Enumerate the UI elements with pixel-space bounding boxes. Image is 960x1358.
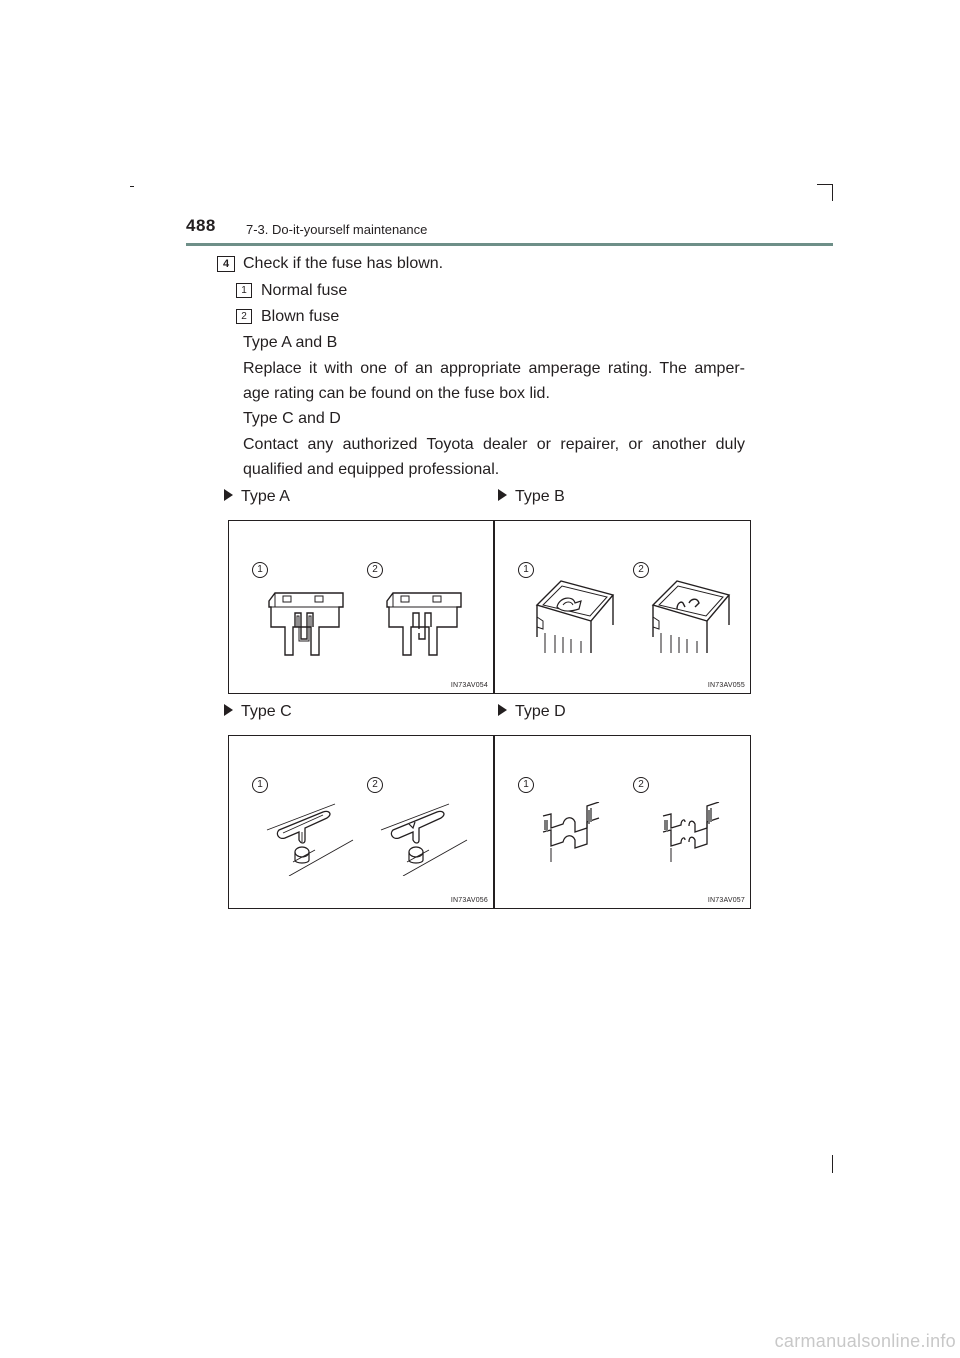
figure-type-c — [228, 735, 494, 909]
type-cd-text: Contact any authorized Toyota dealer or repairer, or another duly qualified and equipped professional. — [243, 436, 745, 478]
arrow-right-icon — [224, 489, 233, 501]
section-title: 7-3. Do-it-yourself maintenance — [246, 222, 428, 237]
marker-blown-icon: 2 — [367, 562, 383, 578]
crop-mark-top-left — [130, 186, 134, 187]
cartridge-fuse-blown-icon — [649, 577, 733, 653]
type-ab-text: Replace it with one of an appropriate amperage rating. The amper- age rating can be found on the fuse box lid. — [243, 360, 745, 402]
cartridge-fuse-normal-icon — [533, 577, 617, 653]
figure-code: IN73AV055 — [707, 682, 745, 689]
page-number: 488 — [186, 216, 216, 235]
figure-type-b — [494, 520, 751, 694]
strip-fuse-normal-icon — [265, 800, 355, 876]
figure-type-a — [228, 520, 494, 694]
figure-type-d — [494, 735, 751, 909]
arrow-right-icon — [498, 704, 507, 716]
marker-blown-icon: 2 — [633, 777, 649, 793]
item-label-blown-fuse: Blown fuse — [261, 308, 340, 325]
figure-code: IN73AV056 — [450, 897, 488, 904]
crop-mark-top-right-h — [817, 184, 833, 185]
arrow-right-icon — [224, 704, 233, 716]
arrow-right-icon — [498, 489, 507, 501]
marker-blown-icon: 2 — [633, 562, 649, 578]
bolt-fuse-blown-icon — [659, 802, 729, 862]
marker-blown-icon: 2 — [367, 777, 383, 793]
crop-mark-bottom-right-v — [832, 1155, 833, 1173]
blade-fuse-normal-icon — [263, 589, 347, 661]
type-d-label — [498, 703, 566, 721]
type-b-text: Type B — [515, 488, 565, 505]
step-text: Check if the fuse has blown. — [243, 255, 444, 272]
marker-normal-icon: 1 — [252, 562, 268, 578]
type-d-text: Type D — [515, 703, 566, 720]
type-c-text: Type C — [241, 703, 292, 720]
item-label-normal-fuse: Normal fuse — [261, 282, 348, 299]
item-marker-blown: 2 — [236, 309, 252, 324]
type-b-label — [498, 488, 565, 506]
type-c-label — [224, 703, 292, 721]
blade-fuse-blown-icon — [381, 589, 465, 661]
figure-code: IN73AV054 — [450, 682, 488, 689]
strip-fuse-blown-icon — [379, 800, 469, 876]
watermark: carmanualsonline.info — [774, 1331, 956, 1351]
marker-normal-icon: 1 — [518, 562, 534, 578]
marker-normal-icon: 1 — [252, 777, 268, 793]
header-rule — [186, 243, 833, 246]
type-ab-heading: Type A and B — [243, 334, 338, 351]
bolt-fuse-normal-icon — [539, 802, 609, 862]
figure-code: IN73AV057 — [707, 897, 745, 904]
marker-normal-icon: 1 — [518, 777, 534, 793]
step-number-badge: 4 — [217, 256, 235, 272]
crop-mark-top-right-v — [832, 184, 833, 201]
type-a-label — [224, 488, 290, 506]
type-cd-heading: Type C and D — [243, 410, 341, 427]
type-a-text: Type A — [241, 488, 290, 505]
item-marker-normal: 1 — [236, 283, 252, 298]
